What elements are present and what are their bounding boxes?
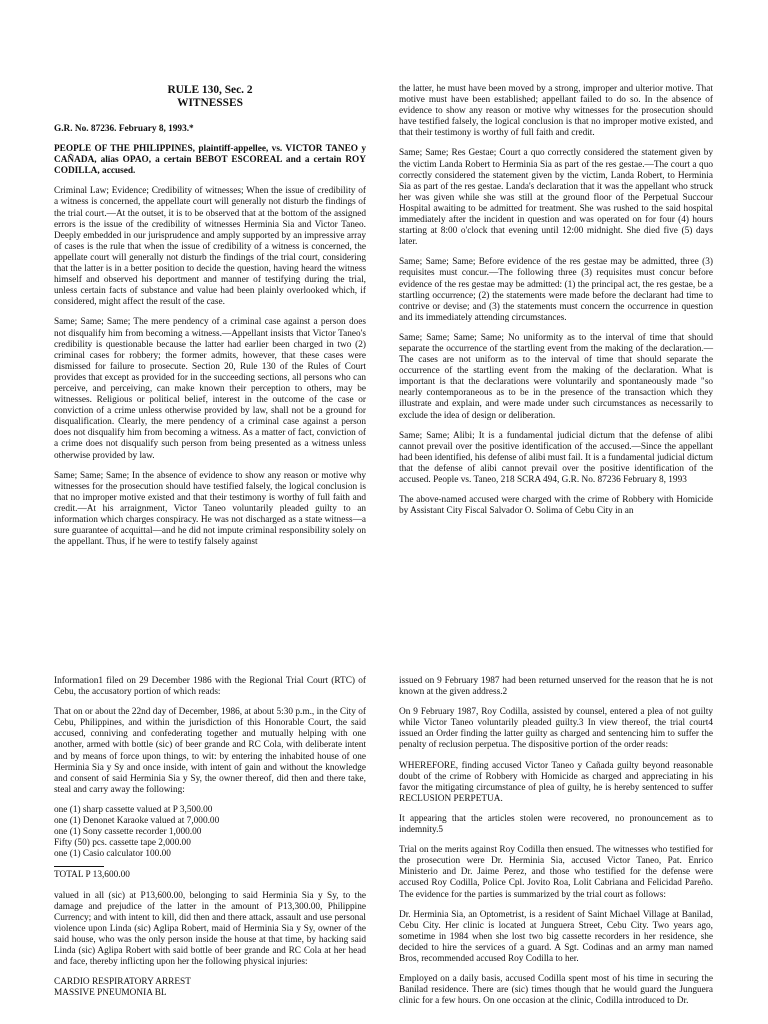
syllabus-paragraph: Same; Same; Same; The mere pendency of a criminal case against a person does not disqualify him from becoming a witness.—Appellant insists that Victor Taneo's credibility is questionable because the latter had earlier been charged in two (2) criminal cases for robbery; the former admits, however, that these cases were dismissed for failure to prosecute. Section 20, Rule 130 of the Rules of Court provides that except as provided for in the succeeding sections, all persons who can perceive, and perceiving, can make known their perception to others, may be witnesses. Religious or political belief, interest in the outcome of the case or conviction of a crime unless otherwise provided by law, shall not be a ground for disqualification. Clearly, the mere pendency of a criminal case against a person does not disqualify him from becoming a witness. As a matter of fact, conviction of a crime does not disqualify such person from being presented as a witness unless otherwise provided by law. [54,317,366,461]
syllabus-paragraph: Same; Same; Alibi; It is a fundamental judicial dictum that the defense of alibi cannot prevail over the positive identification of the accused.—Since the appellant had been identified, his defense of alibi must fail. It is a fundamental judicial dictum that the defense of alibi cannot prevail over the positive identification of the accused. People vs. Taneo, 218 SCRA 494, G.R. No. 87236 February 8, 1993 [399,430,713,485]
bottom-left-column [54,676,366,999]
list-item: CARDIO RESPIRATORY ARREST [54,977,191,988]
stolen-items-list [54,805,366,860]
case-number: G.R. No. 87236. February 8, 1993.* [54,124,194,134]
total-line: TOTAL P 13,600.00 [54,870,130,881]
body-paragraph: On 9 February 1987, Roy Codilla, assisted by counsel, entered a plea of not guilty while Victor Taneo voluntarily pleaded guilty.3 In view thereof, the trial court4 issued an Order finding the latter guilty as charged and sentencing him to suffer the penalty of reclusion perpetua. The dispositive portion of the order reads: [399,707,713,751]
syllabus-paragraph: Same; Same; Same; Before evidence of the res gestae may be admitted, three (3) requisites must concur.—The following three (3) requisites must concur before evidence of the res gestae may be admitted: (1) the principal act, the res gestae, be a startling occurrence; (2) the statements were made before the declarant had time to contrive or devise; and (3) the statements must concern the occurrence in question and its immediately attending circumstances. [399,257,713,323]
syllabus-paragraph: the latter, he must have been moved by a strong, improper and ulterior motive. That motive must have been established; appellant failed to do so. In the absence of evidence to show any reason or motive why witnesses for the prosecution should have testified falsely, the logical conclusion is that no improper motive existed, and that their testimony is worthy of full faith and credit. [399,84,713,139]
body-paragraph: issued on 9 February 1987 had been returned unserved for the reason that he is not known at the given address.2 [399,676,713,698]
body-paragraph: Dr. Herminia Sia, an Optometrist, is a resident of Saint Michael Village at Banilad, Cebu City. Her clinic is located at Junguera Street, Cebu City. Two years ago, sometime in 1984 when she lost two big cassette recorders in her residence, she decided to hire the services of a guard. A Sgt. Codinas and an army man named Bros, recommended accused Roy Codilla to her. [399,909,713,964]
list-item: one (1) Sony cassette recorder 1,000.00 [54,827,202,838]
list-item: one (1) Denonet Karaoke valued at 7,000.00 [54,816,220,827]
body-paragraph: It appearing that the articles stolen were recovered, no pronouncement as to indemnity.5 [399,813,713,836]
syllabus-paragraph: Same; Same; Res Gestae; Court a quo correctly considered the statement given by the victim Landa Robert to Herminia Sia as part of the res gestae.—The court a quo correctly considered the statement given by the victim, Landa Robert, to Herminia Sia as part of the res gestae. Landa's declaration that it was the appellant who struck her was given while she was still at the ground floor of the Perpetual Succour Hospital awaiting to be admitted for treatment. She was rushed to the said hospital immediately after the incident in question and was operated on for four (4) hours starting at 8:00 o'clock that evening until 12:00 midnight. She died five (5) days later. [399,148,713,248]
bottom-right-column [399,676,713,1016]
list-item: MASSIVE PNEUMONIA BL [54,988,167,999]
body-paragraph: The above-named accused were charged with the crime of Robbery with Homicide by Assistant City Fiscal Salvador O. Solima of Cebu City in an [399,495,713,517]
list-item: one (1) sharp cassette valued at P 3,500.00 [54,804,213,815]
charge-paragraph: That on or about the 22nd day of December, 1986, at about 5:30 p.m., in the City of Cebu, Philippines, and within the jurisdiction of this Honorable Court, the said accused, conniving and confederating together and mutually helping with one another, armed with bottle (sic) of beer grande and RC Cola, with deliberate intent and by means of force upon things, to wit: by entering the inhabited house of one Herminia Sia y Sy and once inside, with intent of gain and without the knowledge and consent of said Herminia Sia y Sy, the owner thereof, did then and there take, steal and carry away the following: [54,707,366,795]
list-item: Fifty (50) pcs. cassette tape 2,000.00 [54,838,191,849]
top-left-column [54,84,366,557]
syllabus-paragraph: Same; Same; Same; Same; No uniformity as to the interval of time that should separate the occurrence of the startling event from the making of the declaration.—The cases are not uniform as to the interval of time that should separate the occurrence of the startling event from the making of the declaration. What is important is that the declarations were voluntarily and spontaneously made "so nearly contemporaneous as to be in the presence of the transaction which they illustrate and explain, and were made under such circumstances as necessarily to exclude the idea of design or deliberation. [399,332,713,421]
page-title [54,84,366,110]
rule-heading: RULE 130, Sec. 2 [167,84,253,96]
body-paragraph: Trial on the merits against Roy Codilla then ensued. The witnesses who testified for the prosecution were Dr. Herminia Sia, accused Victor Taneo, Pat. Enrico Ministerio and Dr. Jaime Perez, and those who testified for the defense were accused Roy Codilla, Police Cpl. Jovito Roa, Lolit Cabriana and Felicidad Pareño. The evidence for the parties is summarized by the trial court as follows: [399,845,713,900]
divider [54,866,104,867]
body-paragraph: Employed on a daily basis, accused Codilla spent most of his time in securing the Banilad residence. There are (sic) times though that he would guard the Junguera clinic for a few hours. On one occasion at the clinic, Codilla introduced to Dr. [399,974,713,1007]
subject-heading: WITNESSES [177,97,243,109]
body-paragraph: WHEREFORE, finding accused Victor Taneo y Cañada guilty beyond reasonable doubt of the crime of Robbery with Homicide as charged and appreciating in his favor the mitigating circumstance of plea of guilty, he is hereby sentenced to suffer RECLUSION PERPETUA. [399,760,713,804]
syllabus-paragraph: Criminal Law; Evidence; Credibility of witnesses; When the issue of credibility of a witness is concerned, the appellate court will generally not disturb the findings of the trial court.—At the outset, it is to be observed that at the bottom of the assigned errors is the issue of the credibility of witnesses Herminia Sia and Victor Taneo. Deeply embedded in our jurisprudence and amply supported by an impressive array of cases is the rule that when the issue of credibility of a witness is concerned, the appellate court will generally not disturb the findings of the trial court, considering that the latter is in a better position to decide the question, having heard the witness himself and observed his deportment and manner of testifying during the trial, unless certain facts of substance and value had been plainly overlooked which, if considered, might affect the result of the case. [54,186,366,308]
list-item: one (1) Casio calculator 100.00 [54,849,171,860]
injuries-list [54,977,366,999]
syllabus-paragraph: Same; Same; Same; In the absence of evidence to show any reason or motive why witnesses for the prosecution should have testified falsely, the logical conclusion is that no improper motive existed and that their testimony is worthy of full faith and credit.—At his arraignment, Victor Taneo voluntarily pleaded guilty to an information which charges conspiracy. He was not discharged as a state witness—a sure guarantee of acquittal—and he did not impute criminal responsibility solely on the appellant. Thus, if he were to testify falsely against [54,470,366,548]
top-right-column [399,84,713,526]
case-parties: PEOPLE OF THE PHILIPPINES, plaintiff-appellee, vs. VICTOR TANEO y CAÑADA, alias OPAO, a certain BEBOT ESCOREAL and a certain ROY CODILLA, accused. [54,144,366,177]
information-intro: Information1 filed on 29 December 1986 with the Regional Trial Court (RTC) of Cebu, the accusatory portion of which reads: [54,676,366,698]
valued-paragraph: valued in all (sic) at P13,600.00, belonging to said Herminia Sia y Sy, to the damage and prejudice of the latter in the amount of P13,300.00, Philippine Currency; and with intent to kill, did then and there attack, assault and use personal violence upon Linda (sic) Aglipa Robert, maid of Herminia Sia y Sy, owner of the said house, who was the only person inside the house at that time, by hacking said Linda (sic) Aglipa Robert with said bottle of beer grande and RC Cola at her head and face, thereby inflicting upon her the following physical injuries: [54,890,366,968]
